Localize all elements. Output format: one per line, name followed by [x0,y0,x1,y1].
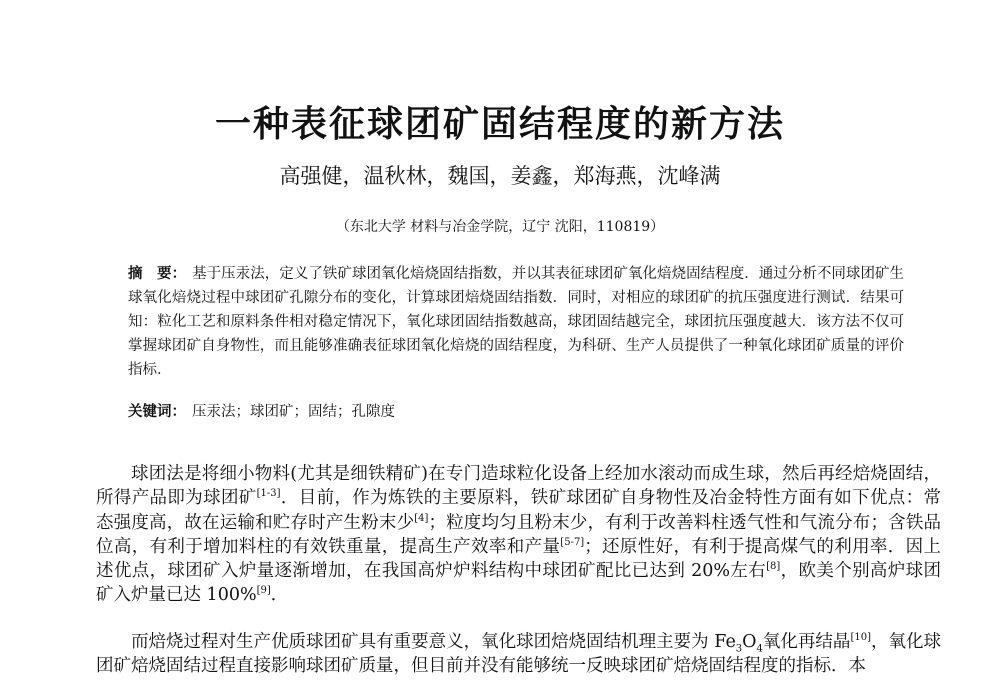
body-text: 球团法是将细小物料(尤其是细铁精矿)在专门造球粒化设备上经加水滚动而成生球，然后再经焙烧固结，所得产品即为球团矿 [96,464,941,509]
body-text: ，氧化球团矿焙烧固结过程直接影响球团矿质量，但目前并没有能够统一反映球团矿焙烧固结程度的指标．本 [96,632,942,677]
formula-subscript: 4 [756,643,763,655]
keywords-text: 压汞法；球团矿；固结；孔隙度 [192,404,395,420]
citation-ref: [8] [766,561,781,573]
formula-text: O [742,632,757,652]
body-text: 而焙烧过程对生产优质球团矿具有重要意义，氧化球团焙烧固结机理主要为 Fe [131,632,736,652]
body-text: ；还原性好，有利于提高煤气的利用率．因上述优点，球团矿入炉量逐渐增加，在我国高炉炉料结构中球团矿配比已达到 20%左右 [96,536,941,582]
body-text: ，欧美个别高炉球团矿入炉量已达 100% [96,561,941,606]
citation-ref: [9] [256,585,271,597]
abstract-label: 摘 要： [128,265,187,282]
body-text: ．目前，作为炼铁的主要原料，铁矿球团矿自身物性及冶金特性方面有如下优点：常态强度高，故在运输和贮存时产生粉末少 [96,488,942,533]
body-text: ． [270,585,289,606]
keywords [128,402,904,422]
body-paragraph-1 [96,462,941,608]
citation-ref: [1-3] [256,488,281,500]
affiliation: （东北大学 材料与冶金学院，辽宁 沈阳，110819） [335,219,665,235]
abstract-text: 基于压汞法，定义了铁矿球团氧化焙烧固结指数，并以其表征球团矿氧化焙烧固结程度．通过分析不同球团矿生球氧化焙烧过程中球团矿孔隙分布的变化，计算球团焙烧固结指数．同时，对相应的球团矿的抗压强度进行测试．结果可知：粒化工艺和原料条件相对稳定情况下，氧化球团固结指数越高，球团固结越完全，球团抗压强度越大．该方法不仅可掌握球团矿自身物性，而且能够准确表征球团氧化焙烧的固结程度，为科研、生产人员提供了一种氧化球团矿质量的评价指标． [128,266,905,378]
body-text: 氧化再结晶 [762,632,851,652]
citation-ref: [4] [414,512,429,524]
body-paragraph-2 [96,630,941,679]
keywords-label: 关键词： [128,403,186,420]
abstract [128,262,904,382]
body-text: ；粒度均匀且粉末少，有利于改善料柱透气性和气流分布；含铁品位高，有利于增加料柱的有效铁重量，提高生产效率和产量 [96,512,942,557]
author-list: 高强健，温秋林，魏国，姜鑫，郑海燕，沈峰满 [279,164,721,188]
citation-ref: [10] [850,632,871,644]
formula-subscript: 3 [735,643,743,655]
paper-title: 一种表征球团矿固结程度的新方法 [214,103,785,145]
citation-ref: [5-7] [560,537,585,549]
